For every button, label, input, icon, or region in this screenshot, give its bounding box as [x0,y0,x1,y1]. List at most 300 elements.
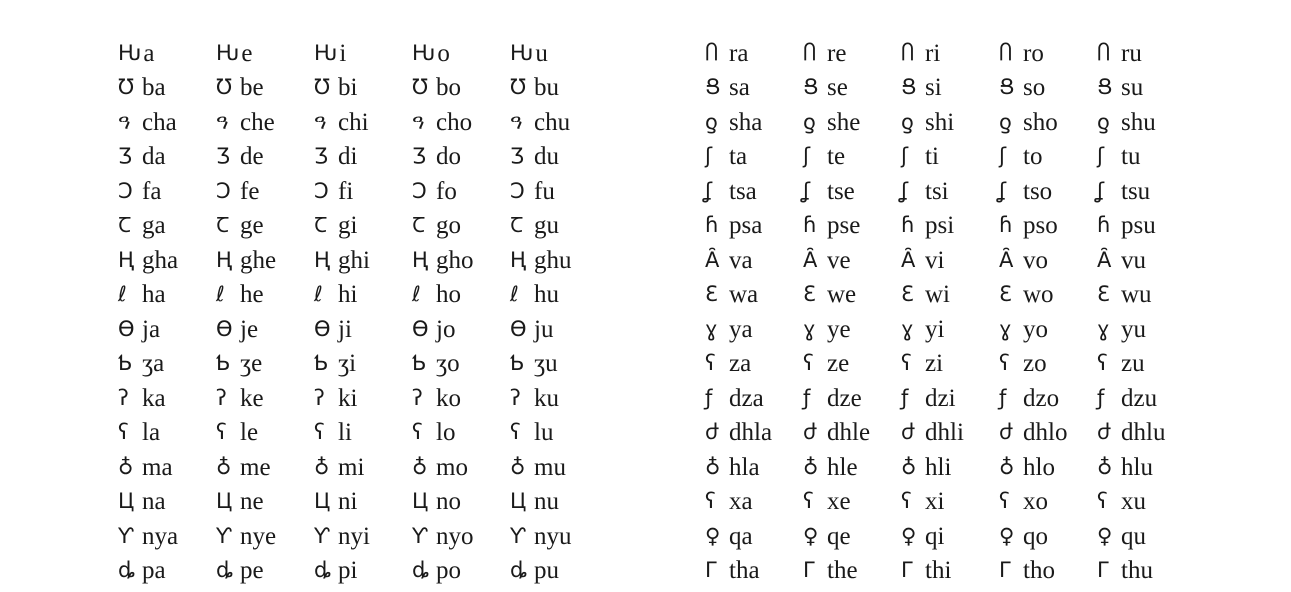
syllable-cell [118,278,216,313]
syllable-cell [999,209,1097,244]
syllable-cell [118,485,216,520]
syllable-cell [1097,450,1195,485]
syllable-cell [1097,174,1195,209]
syllable-cell [216,36,314,71]
syllable-romanization: pse [827,212,861,240]
syllable-glyph: ♁ [510,454,526,479]
syllable-romanization: ma [142,453,173,481]
syllable-cell [314,105,412,140]
syllable-cell [216,71,314,106]
syllable-glyph: ዓ [510,109,523,134]
syllable-cell [314,416,412,451]
syllable-cell [510,278,608,313]
syllable-romanization: she [827,108,861,136]
syllable-glyph: ʔ [216,385,227,410]
syllable-romanization: ʒe [240,350,263,378]
syllable-cell [216,519,314,554]
syllable-glyph: ʔ [412,385,423,410]
syllable-cell [216,554,314,589]
syllable-cell [803,450,901,485]
syllable-cell [999,485,1097,520]
syllable-romanization: fa [142,177,162,205]
syllable-glyph: Ɛ [999,282,1012,307]
syllable-glyph: Ց [1097,75,1113,100]
syllable-romanization: ga [142,212,166,240]
syllable-cell [216,416,314,451]
syllable-romanization: tso [1023,177,1053,205]
syllable-cell [803,243,901,278]
syllable-cell [999,519,1097,554]
syllable-romanization: qu [1121,522,1146,550]
syllable-romanization: pa [142,557,166,585]
syllable-cell [803,105,901,140]
syllable-glyph: Ꞇ [118,213,132,238]
syllable-romanization: ho [436,281,461,309]
syllable-romanization: fu [534,177,555,205]
syllable-romanization: shu [1121,108,1156,136]
syllable-glyph: Ц [412,489,429,514]
syllable-romanization: psi [925,212,955,240]
syllable-glyph: Ƕ [510,40,534,65]
syllable-romanization: dhli [925,419,964,447]
syllable-cell [216,209,314,244]
syllable-romanization: bi [338,74,358,102]
syllable-romanization: gi [338,212,358,240]
syllable-cell [412,312,510,347]
syllable-romanization: hu [534,281,559,309]
syllable-cell [901,278,999,313]
syllable-romanization: li [338,419,352,447]
syllable-cell [118,243,216,278]
syllable-cell [314,381,412,416]
syllable-cell [705,416,803,451]
syllable-glyph: ℓ [314,282,323,307]
syllable-cell [314,347,412,382]
syllable-cell [412,174,510,209]
syllable-cell [803,174,901,209]
syllable-glyph: ዓ [314,109,327,134]
syllable-cell [901,485,999,520]
syllable-glyph: ƍ [1097,109,1110,134]
syllable-glyph: Ⱨ [216,247,232,272]
syllable-cell [510,381,608,416]
syllable-glyph: Ɛ [705,282,718,307]
syllable-glyph: Ⱨ [412,247,428,272]
syllable-cell [216,312,314,347]
syllable-cell [118,381,216,416]
syllable-glyph: Ц [216,489,233,514]
syllable-romanization: qa [729,522,753,550]
syllable-glyph: Ȃ [999,247,1014,272]
syllable-glyph: ɦ [999,213,1013,238]
syllable-glyph: ƒ [999,385,1007,410]
syllable-cell [216,381,314,416]
syllable-glyph: Ꞇ [314,213,328,238]
syllable-glyph: ƒ [803,385,811,410]
syllable-romanization: gho [436,246,474,274]
syllable-glyph: Ц [118,489,135,514]
syllable-cell [901,554,999,589]
syllable-cell [118,519,216,554]
syllable-glyph: Ɔ [118,178,133,203]
syllable-romanization: nya [142,522,179,550]
syllable-romanization: ghu [534,246,572,274]
syllable-romanization: ha [142,281,166,309]
syllable-romanization: si [925,74,942,102]
syllable-glyph: Ȃ [803,247,818,272]
syllable-cell [412,209,510,244]
syllable-glyph: ℓ [118,282,127,307]
syllable-romanization: re [827,39,847,67]
syllable-glyph: Ƴ [314,523,330,548]
syllable-glyph: ʃ [803,144,811,169]
syllable-glyph: ʕ [510,420,521,445]
syllable-glyph: Γ [999,558,1011,583]
syllable-glyph: ♁ [705,454,721,479]
syllable-romanization: hlu [1121,453,1153,481]
syllable-romanization: gu [534,212,559,240]
syllable-romanization: che [240,108,275,136]
syllable-romanization: u [535,39,548,67]
syllable-glyph: ȡ [118,558,136,583]
syllable-romanization: la [142,419,161,447]
syllable-romanization: o [437,39,450,67]
syllable-cell [705,71,803,106]
syllable-romanization: so [1023,74,1046,102]
syllable-glyph: Ц [510,489,527,514]
syllable-cell [1097,312,1195,347]
syllable-cell [216,140,314,175]
syllable-romanization: bu [534,74,559,102]
syllable-glyph: Ц [314,489,331,514]
syllable-cell [1097,416,1195,451]
syllable-romanization: je [240,315,259,343]
syllable-cell [1097,105,1195,140]
syllable-cell [314,278,412,313]
syllable-cell [999,140,1097,175]
syllable-cell [314,243,412,278]
syllable-romanization: wa [729,281,759,309]
syllable-glyph: Ƕ [118,40,142,65]
syllable-glyph: ժ [705,420,719,445]
syllable-cell [803,36,901,71]
syllable-romanization: ti [925,143,939,171]
syllable-glyph: Ɵ [412,316,429,341]
syllable-cell [901,140,999,175]
syllable-glyph: Ʊ [510,75,527,100]
syllable-romanization: dhle [827,419,871,447]
syllable-romanization: no [436,488,461,516]
syllable-cell [999,174,1097,209]
syllable-glyph: Ⴖ [901,40,915,65]
syllable-cell [314,209,412,244]
syllable-cell [803,416,901,451]
syllable-glyph: Ƕ [412,40,436,65]
syllable-glyph: ʆ [999,178,1007,203]
syllable-romanization: po [436,557,461,585]
syllable-cell [705,450,803,485]
syllable-glyph: Ƕ [314,40,338,65]
syllable-romanization: jo [436,315,456,343]
syllable-cell [314,312,412,347]
syllable-cell [510,519,608,554]
syllable-cell [1097,71,1195,106]
syllable-glyph: ժ [1097,420,1111,445]
syllable-cell [314,36,412,71]
syllable-romanization: a [143,39,155,67]
syllable-glyph: Ƅ [412,351,427,376]
syllable-cell [705,519,803,554]
syllable-cell [999,381,1097,416]
syllable-cell [999,450,1097,485]
syllable-cell [510,312,608,347]
syllable-glyph: ʃ [1097,144,1105,169]
syllable-romanization: vi [925,246,945,274]
syllable-cell [510,485,608,520]
syllable-cell [803,554,901,589]
syllable-glyph: Ⴖ [1097,40,1111,65]
syllable-cell [901,36,999,71]
syllable-glyph: Ʊ [412,75,429,100]
syllable-cell [1097,278,1195,313]
syllable-glyph: ƒ [901,385,909,410]
syllable-glyph: Ƅ [216,351,231,376]
syllable-glyph: ʆ [1097,178,1105,203]
syllable-romanization: fe [240,177,260,205]
syllable-glyph: ɣ [1097,316,1110,341]
syllable-romanization: tsu [1121,177,1151,205]
syllable-romanization: qo [1023,522,1048,550]
syllable-romanization: vu [1121,246,1146,274]
syllable-glyph: Ⱨ [314,247,330,272]
syllable-glyph: ♁ [314,454,330,479]
syllable-cell [216,347,314,382]
syllable-glyph: ʆ [901,178,909,203]
syllable-cell [510,174,608,209]
syllable-romanization: gha [142,246,179,274]
syllable-romanization: dzu [1121,384,1158,412]
syllable-glyph: Ɵ [314,316,331,341]
syllable-cell [1097,519,1195,554]
syllable-glyph: Ƕ [216,40,240,65]
syllable-cell [803,140,901,175]
syllable-romanization: lu [534,419,554,447]
syllable-romanization: mu [534,453,566,481]
syllable-glyph: Ʒ [510,144,524,169]
syllable-romanization: xi [925,488,945,516]
syllable-romanization: e [241,39,253,67]
syllable-glyph: ʕ [412,420,423,445]
syllable-romanization: di [338,143,358,171]
syllable-cell [999,416,1097,451]
syllable-romanization: hle [827,453,858,481]
syllable-glyph: Ƅ [118,351,133,376]
syllable-romanization: tu [1121,143,1141,171]
syllable-cell [1097,347,1195,382]
syllable-glyph: Γ [901,558,913,583]
syllable-romanization: ji [338,315,352,343]
syllable-romanization: xe [827,488,851,516]
syllable-glyph: ʕ [1097,489,1108,514]
syllabary-table-left [118,36,608,588]
syllable-romanization: chi [338,108,369,136]
syllable-cell [412,36,510,71]
syllable-romanization: hi [338,281,358,309]
syllable-romanization: wo [1023,281,1054,309]
syllable-cell [510,416,608,451]
syllable-romanization: dzo [1023,384,1060,412]
syllable-cell [803,347,901,382]
syllable-glyph: Ʒ [216,144,230,169]
syllable-glyph: ɦ [1097,213,1111,238]
syllable-glyph: Ց [999,75,1015,100]
syllable-romanization: dze [827,384,862,412]
syllable-romanization: ta [729,143,748,171]
syllable-romanization: ja [142,315,161,343]
syllable-cell [314,519,412,554]
syllable-glyph: ɣ [705,316,718,341]
syllable-romanization: ze [827,350,850,378]
syllable-glyph: Ɔ [412,178,427,203]
syllable-glyph: ʕ [901,489,912,514]
syllable-cell [999,554,1097,589]
syllable-cell [510,209,608,244]
syllable-glyph: Ʊ [314,75,331,100]
syllable-cell [901,450,999,485]
syllable-glyph: Ⱨ [118,247,134,272]
syllable-glyph: Ƴ [510,523,526,548]
syllable-glyph: Ƴ [412,523,428,548]
syllable-cell [314,140,412,175]
syllable-glyph: Ց [901,75,917,100]
syllable-romanization: me [240,453,271,481]
syllable-glyph: ʕ [216,420,227,445]
syllable-romanization: hla [729,453,760,481]
syllable-cell [901,243,999,278]
syllable-romanization: ve [827,246,851,274]
syllable-glyph: ዓ [412,109,425,134]
syllable-cell [901,347,999,382]
syllable-romanization: xo [1023,488,1048,516]
syllable-glyph: Ʒ [412,144,426,169]
syllable-cell [412,554,510,589]
syllable-cell [705,36,803,71]
syllable-glyph: ʕ [705,351,716,376]
syllable-glyph: ♁ [803,454,819,479]
syllable-cell [412,278,510,313]
syllable-glyph: ƒ [705,385,713,410]
syllable-glyph: ʆ [705,178,713,203]
syllable-glyph: ♁ [216,454,232,479]
syllable-romanization: zo [1023,350,1047,378]
syllable-cell [1097,209,1195,244]
syllable-glyph: Ɔ [510,178,525,203]
syllable-cell [118,71,216,106]
syllable-cell [412,450,510,485]
syllable-cell [118,140,216,175]
syllable-cell [118,554,216,589]
syllable-romanization: ni [338,488,358,516]
syllable-glyph: ♁ [118,454,134,479]
syllable-romanization: wu [1121,281,1152,309]
syllable-glyph: Ȃ [1097,247,1112,272]
syllable-romanization: hli [925,453,952,481]
syllable-cell [118,347,216,382]
syllable-glyph: ʃ [901,144,909,169]
syllable-cell [314,71,412,106]
syllable-romanization: qe [827,522,851,550]
syllable-romanization: ʒa [142,350,165,378]
syllable-cell [901,381,999,416]
syllable-glyph: ʃ [705,144,713,169]
syllable-cell [118,416,216,451]
syllable-romanization: ghi [338,246,370,274]
syllable-romanization: nu [534,488,559,516]
syllable-romanization: fo [436,177,457,205]
syllable-glyph: ժ [901,420,915,445]
syllable-romanization: du [534,143,559,171]
syllable-glyph: Ց [705,75,721,100]
syllable-cell [705,105,803,140]
syllable-cell [803,278,901,313]
syllable-romanization: hlo [1023,453,1055,481]
syllable-glyph: Ɛ [901,282,914,307]
syllable-romanization: ju [534,315,554,343]
syllable-romanization: ko [436,384,461,412]
syllable-glyph: ȡ [412,558,430,583]
syllable-romanization: pu [534,557,559,585]
syllable-glyph: ♀ [705,523,721,548]
syllable-romanization: psu [1121,212,1156,240]
syllable-glyph: Ʒ [118,144,132,169]
syllable-glyph: Ƅ [314,351,329,376]
syllable-romanization: we [827,281,857,309]
syllable-glyph: ƒ [1097,385,1105,410]
syllable-cell [803,209,901,244]
syllable-cell [901,416,999,451]
syllable-romanization: xu [1121,488,1146,516]
syllable-glyph: ዓ [216,109,229,134]
syllable-romanization: i [339,39,347,67]
syllable-glyph: Ɛ [803,282,816,307]
syllable-glyph: ɦ [901,213,915,238]
syllable-romanization: bo [436,74,461,102]
syllable-cell [510,554,608,589]
syllable-romanization: le [240,419,259,447]
syllable-glyph: ʕ [901,351,912,376]
syllable-cell [999,278,1097,313]
syllable-cell [216,278,314,313]
syllable-glyph: ɣ [803,316,816,341]
syllable-cell [314,485,412,520]
syllable-romanization: xa [729,488,753,516]
syllable-romanization: nyu [534,522,572,550]
syllable-romanization: va [729,246,753,274]
syllable-cell [412,519,510,554]
syllable-romanization: go [436,212,461,240]
syllable-cell [118,105,216,140]
syllable-romanization: ri [925,39,941,67]
syllable-cell [705,312,803,347]
syllable-glyph: ժ [999,420,1013,445]
syllable-glyph: ♀ [999,523,1015,548]
syllable-cell [216,485,314,520]
syllable-glyph: ʕ [803,351,814,376]
syllable-cell [510,450,608,485]
syllable-romanization: ʒu [534,350,558,378]
syllable-cell [705,347,803,382]
syllable-romanization: ye [827,315,851,343]
